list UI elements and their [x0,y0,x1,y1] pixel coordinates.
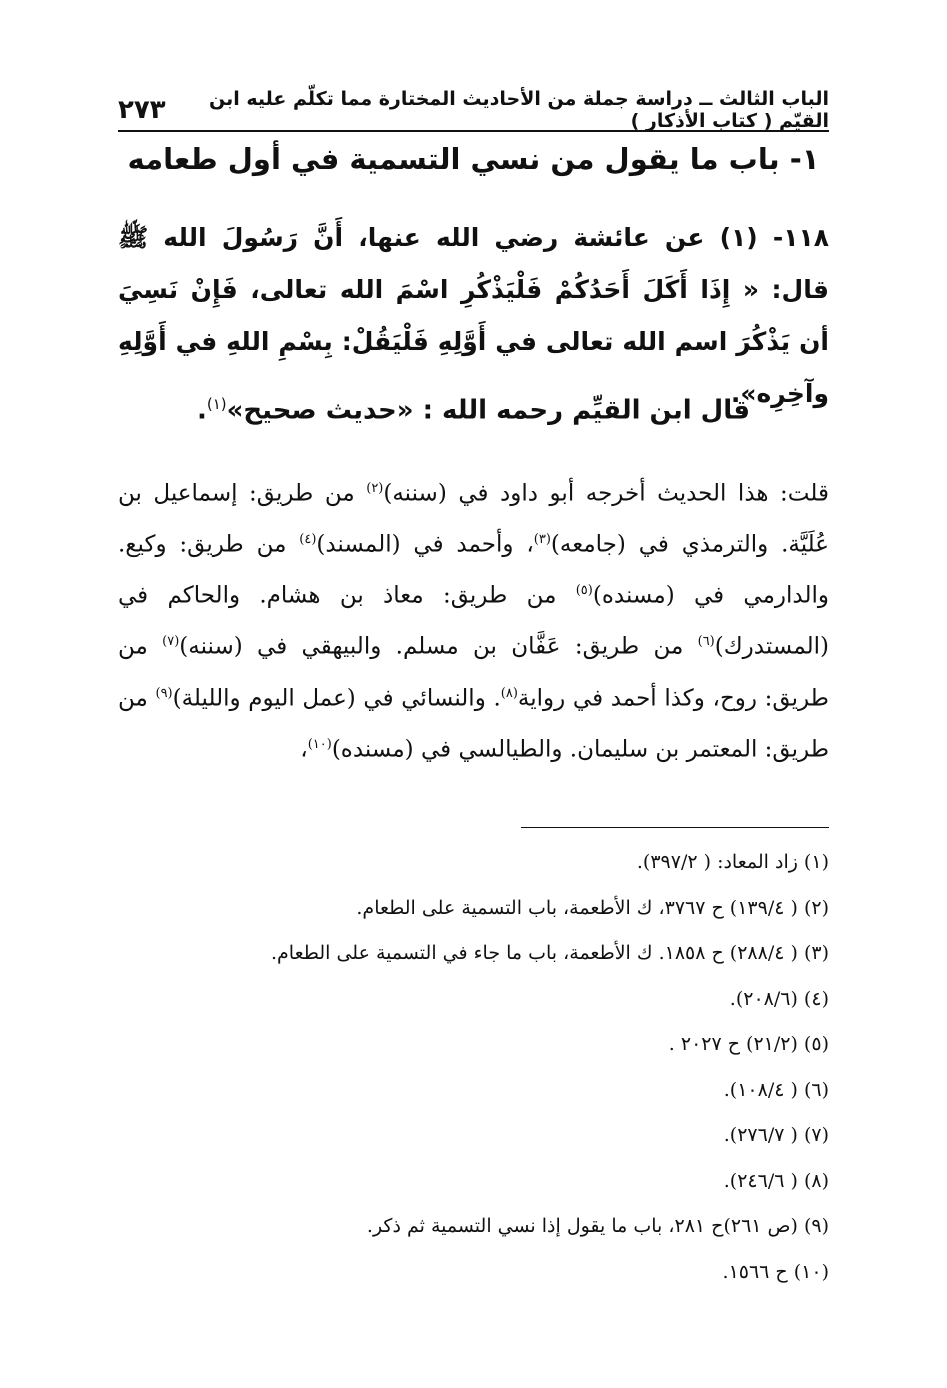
commentary-text: قلت: هذا الحديث أخرجه أبو داود في (سننه) [383,480,829,507]
footnote: (٢) ( ١٣٩/٤) ح ٣٧٦٧، ك الأطعمة، باب التسمية على الطعام. [356,896,829,919]
commentary-text: ، وأحمد في (المسند) [316,531,534,558]
running-title: الباب الثالث ــ دراسة جملة من الأحاديث المختارة مما تكلّم عليه ابن القيّم ( كتاب الأذكار ) [209,88,829,132]
commentary-text: من طريق: وكيع. والدارمي في (مسنده) [118,531,829,609]
footnote: (٩) (ص ٢٦١)ح ٢٨١، باب ما يقول إذا نسي التسمية ثم ذكر. [366,1215,829,1237]
footnote-ref: (٧) [162,634,180,650]
footnote-ref: (٤) [299,532,317,548]
footnote-ref: (٦) [697,634,715,650]
footnote-ref: (١٠) [307,736,332,752]
footnote: (٦) ( ١٠٨/٤). [723,1078,829,1101]
commentary-text: من طريق: معاذ بن هشام. والحاكم في (المستدرك) [118,582,829,661]
footnote-ref: (٨) [500,685,518,701]
footnote-ref: (٩) [155,685,173,701]
commentary-text: من طريق: روح، وكذا أحمد في رواية [118,634,829,712]
footnote-ref: (٢) [366,481,384,496]
commentary-text: من طريق: المعتمر بن سليمان. والطيالسي في (مسنده) [118,685,829,763]
hadith-text: ١١٨- (١) عن عائشة رضي الله عنها، أَنَّ رَسُولَ الله ﷺ قال: « إِذَا أَكَلَ أَحَدُكُمْ فَلْيَذْكُرِ اسْمَ الله تعالى، فَإِنْ نَسِيَ أن يَذْكُرَ اسم الله تعالى في أَوَّلِهِ فَلْيَقُلْ: بِسْمِ اللهِ في أَوَّلِهِ وآخِرِه». [118,223,829,408]
hadith-text-block [118,212,829,420]
ruling-end: . [196,395,207,426]
running-header [118,88,829,132]
footnote-ref: (٥) [575,583,593,599]
commentary-text: من طريق: عَفَّان بن مسلم. والبيهقي في (سننه) [179,634,698,661]
header-rule [118,130,829,132]
page-number: ٢٧٣ [118,95,166,125]
footnote: (١٠) ح ١٥٦٦. [722,1260,829,1283]
commentary-text: من طريق: إسماعيل بن عُلَيَّة. والترمذي في (جامعه) [118,480,829,558]
footnote: (٧) ( ٢٧٦/٧). [723,1124,829,1146]
commentary-text: ، [300,736,308,763]
footnote-separator [521,827,829,828]
commentary-block [118,466,829,773]
footnote: (١) زاد المعاد: ( ٣٩٧/٢). [636,851,829,873]
footnote-ref: (٣) [533,532,551,548]
ruling-text: قال ابن القيِّم رحمه الله : «حديث صحيح» [226,395,751,426]
footnote: (٨) ( ٢٤٦/٦). [723,1169,829,1192]
footnote: (٤) (٢٠٨/٦). [729,987,829,1010]
commentary-paragraph [118,466,829,773]
commentary-text: . والنسائي في (عمل اليوم والليلة) [172,685,501,712]
footnote: (٥) (٢١/٢) ح ٢٠٢٧ . [668,1033,829,1055]
footnote-ref: (١) [206,395,227,413]
footnote: (٣) ( ٢٨٨/٤) ح ١٨٥٨. ك الأطعمة، باب ما جاء في التسمية على الطعام. [271,942,829,964]
chapter-title: ١- باب ما يقول من نسي التسمية في أول طعامه [127,142,820,176]
ruling-line [118,395,829,426]
footnotes-list [118,840,829,1295]
